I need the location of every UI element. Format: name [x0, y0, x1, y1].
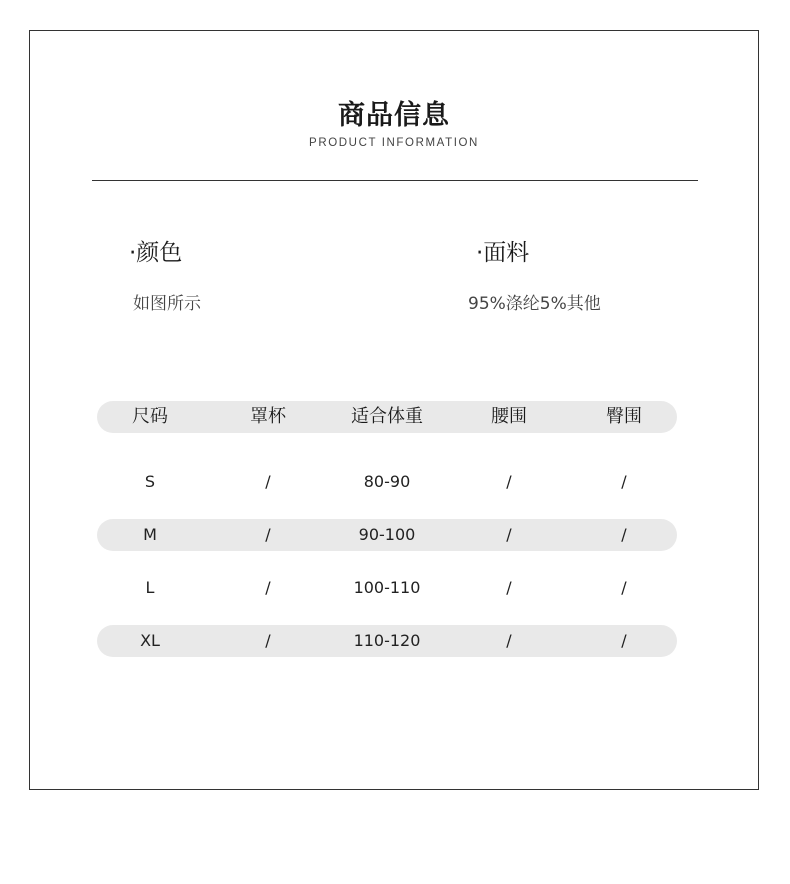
- hip-cell: /: [621, 525, 627, 544]
- fabric-label: ·面料: [476, 240, 530, 266]
- table-row: [97, 625, 677, 657]
- size-cell: XL: [140, 631, 160, 650]
- fabric-value: 95%涤纶5%其他: [468, 294, 601, 314]
- waist-cell: /: [506, 525, 512, 544]
- page-subtitle: PRODUCT INFORMATION: [309, 137, 479, 149]
- page-title: 商品信息: [338, 100, 450, 131]
- header-size: 尺码: [132, 406, 168, 427]
- size-cell: L: [145, 578, 155, 597]
- color-info: [129, 234, 201, 314]
- waist-cell: /: [506, 631, 512, 650]
- fabric-info: [468, 234, 601, 314]
- header-cup: 罩杯: [250, 406, 286, 427]
- table-row: [97, 572, 677, 604]
- cup-cell: /: [265, 525, 271, 544]
- product-info-frame: [29, 30, 759, 790]
- size-table-header: [97, 401, 677, 433]
- weight-cell: 100-110: [353, 578, 421, 597]
- weight-cell: 110-120: [353, 631, 421, 650]
- cup-cell: /: [265, 631, 271, 650]
- header-weight: 适合体重: [351, 406, 423, 427]
- header-waist: 腰围: [491, 406, 527, 427]
- cup-cell: /: [265, 578, 271, 597]
- size-cell: S: [144, 472, 156, 491]
- waist-cell: /: [506, 472, 512, 491]
- title-divider: [92, 180, 698, 181]
- waist-cell: /: [506, 578, 512, 597]
- table-row: [97, 519, 677, 551]
- weight-cell: 80-90: [363, 472, 411, 491]
- hip-cell: /: [621, 578, 627, 597]
- cup-cell: /: [265, 472, 271, 491]
- color-value: 如图所示: [133, 294, 201, 314]
- size-cell: M: [143, 525, 157, 544]
- hip-cell: /: [621, 631, 627, 650]
- weight-cell: 90-100: [358, 525, 416, 544]
- color-label: ·颜色: [129, 240, 183, 266]
- hip-cell: /: [621, 472, 627, 491]
- table-row: [97, 466, 677, 498]
- header-hip: 臀围: [606, 406, 642, 427]
